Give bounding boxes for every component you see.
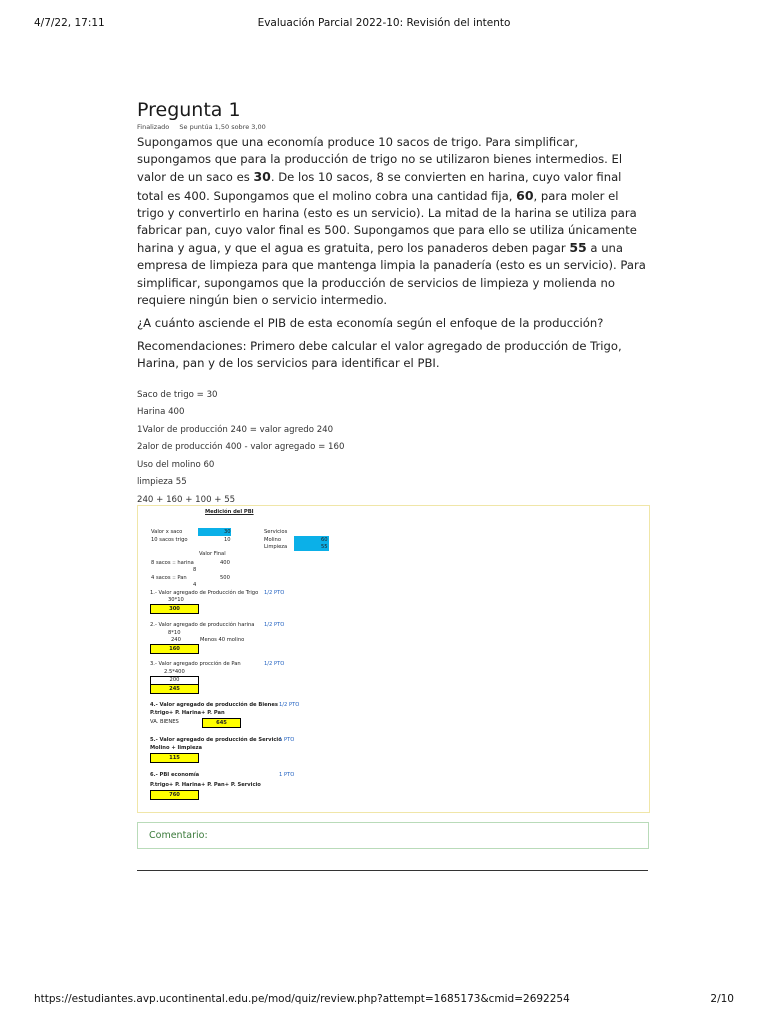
sheet-s2-points: 1/2 PTO xyxy=(264,622,285,628)
value-60: 60 xyxy=(516,187,534,203)
sheet-s3-points: 1/2 PTO xyxy=(264,661,285,667)
answer-line: 1Valor de producción 240 = valor agredo 240 xyxy=(137,424,334,435)
sheet-sacos-label: 10 sacos trigo xyxy=(151,537,188,543)
sheet-s6-formula: P.trigo+ P. Harina+ P. Pan+ P. Servicio xyxy=(150,782,261,788)
sheet-s5-result: 115 xyxy=(150,753,199,763)
sheet-sacos-value: 10 xyxy=(224,537,231,543)
question-text: Supongamos que una economía produce 10 sacos de trigo. Para simplificar, supongamos que para la producción de trigo no se utilizaron bienes intermedios. El valor de un saco es 30. De los 10 sacos, 8 se convierten en harina, cuyo valor final total es 400. Supongamos que el molino cobra una cantidad fija, 60, para moler el trigo y convertirlo en harina (esto es un servicio). La mitad de la harina se utiliza para fabricar pan, cuyo valor final es 500. Supongamos que para ello se utiliza únicamente harina y agua, y que el agua es gratuita, pero los panaderos deben pagar 55 a una empresa de limpieza para que mantenga limpia la panadería (esto es un servicio). Para simplificar, supongamos que la producción de servicios de limpieza y molienda no requiere ningún bien o servicio intermedio. xyxy=(137,135,646,307)
sheet-pan-value: 500 xyxy=(220,575,230,581)
sheet-s4-result: 645 xyxy=(202,718,241,728)
sheet-title: Medición del PBI xyxy=(205,509,254,515)
sheet-valor-final-label: Valor Final xyxy=(199,551,226,557)
question-score: Se puntúa 1,50 sobre 3,00 xyxy=(179,123,266,131)
sheet-molino-label: Molino xyxy=(264,537,281,543)
sheet-s6-result: 760 xyxy=(150,790,199,800)
print-footer xyxy=(34,993,734,1007)
page-number: 2/10 xyxy=(710,993,734,1005)
sheet-limpieza-value: 55 xyxy=(321,544,328,550)
answer-line: Uso del molino 60 xyxy=(137,459,215,470)
sheet-valor-saco-label: Valor x saco xyxy=(151,529,183,535)
question-content xyxy=(137,98,649,529)
question-recommendation: Recomendaciones: Primero debe calcular el valor agregado de producción de Trigo, Harina, pan y de los servicios para identificar el PBI. xyxy=(137,339,622,371)
sheet-s2-sub: 240 xyxy=(171,637,181,643)
sheet-s5-points: 1 PTO xyxy=(279,737,295,743)
value-55: 55 xyxy=(569,240,587,256)
comment-box xyxy=(137,822,649,849)
sheet-s4-points: 1/2 PTO xyxy=(279,702,300,708)
sheet-servicios-label: Servicios xyxy=(264,529,288,535)
answer-line: limpieza 55 xyxy=(137,477,187,488)
question-prompt: ¿A cuánto asciende el PIB de esta economía según el enfoque de la producción? xyxy=(137,316,604,331)
print-header xyxy=(34,17,734,31)
sheet-harina-note: 8 xyxy=(193,567,197,573)
sheet-valor-saco-value: 30 xyxy=(224,529,231,535)
print-date: 4/7/22, 17:11 xyxy=(34,17,105,29)
answer-line: Saco de trigo = 30 xyxy=(137,389,218,400)
comment-label: Comentario: xyxy=(149,830,208,841)
sheet-s4-va: VA. BIENES xyxy=(150,719,179,725)
sheet-harina-label: 8 sacos :: harina xyxy=(151,560,194,566)
sheet-s2-calc: 8*10 xyxy=(168,630,181,636)
sheet-s6-label: 6.- PBI economía xyxy=(150,772,200,778)
sheet-s5-formula: Molino + limpieza xyxy=(150,745,202,751)
print-title: Evaluación Parcial 2022-10: Revisión del intento xyxy=(257,17,511,29)
value-30: 30 xyxy=(253,169,271,185)
sheet-s1-calc: 30*10 xyxy=(168,597,184,603)
sheet-s1-points: 1/2 PTO xyxy=(264,590,285,596)
answer-line: Harina 400 xyxy=(137,407,185,418)
divider xyxy=(137,870,648,871)
sheet-s4-label: 4.- Valor agregado de producción de Bienes xyxy=(150,702,278,708)
answer-line: 240 + 160 + 100 + 55 xyxy=(137,494,236,505)
question-meta xyxy=(137,123,649,132)
answer-line: 2alor de producción 400 - valor agregado = 160 xyxy=(137,442,345,453)
sheet-s6-points: 1 PTO xyxy=(279,772,295,778)
sheet-s2-note: Menos 40 molino xyxy=(200,637,245,643)
sheet-limpieza-label: Limpieza xyxy=(264,544,288,550)
sheet-pan-label: 4 sacos :: Pan xyxy=(151,575,187,581)
spreadsheet-image xyxy=(137,505,650,813)
sheet-s2-result: 160 xyxy=(150,644,199,654)
sheet-s2-label: 2.- Valor agregado de producción harina xyxy=(150,622,255,628)
sheet-s3-calc: 2.5*400 xyxy=(164,669,185,675)
sheet-pan-note: 4 xyxy=(193,582,197,588)
sheet-s3-sub: 200 xyxy=(150,676,199,685)
sheet-s1-label: 1.- Valor agregado de Producción de Trigo xyxy=(150,590,259,596)
sheet-s3-label: 3.- Valor agregado procción de Pan xyxy=(150,661,241,667)
sheet-s3-result: 245 xyxy=(150,684,199,694)
sheet-s4-formula: P.trigo+ P. Harina+ P. Pan xyxy=(150,710,225,716)
sheet-harina-value: 400 xyxy=(220,560,230,566)
print-url[interactable]: https://estudiantes.avp.ucontinental.edu.pe/mod/quiz/review.php?attempt=1685173&cmid=2692254 xyxy=(34,993,570,1005)
sheet-molino-value: 60 xyxy=(321,537,328,543)
question-status: Finalizado xyxy=(137,123,170,131)
sheet-s1-result: 300 xyxy=(150,604,199,614)
sheet-s5-label: 5.- Valor agregado de producción de Servicio xyxy=(150,737,282,743)
question-title: Pregunta 1 xyxy=(137,99,241,121)
